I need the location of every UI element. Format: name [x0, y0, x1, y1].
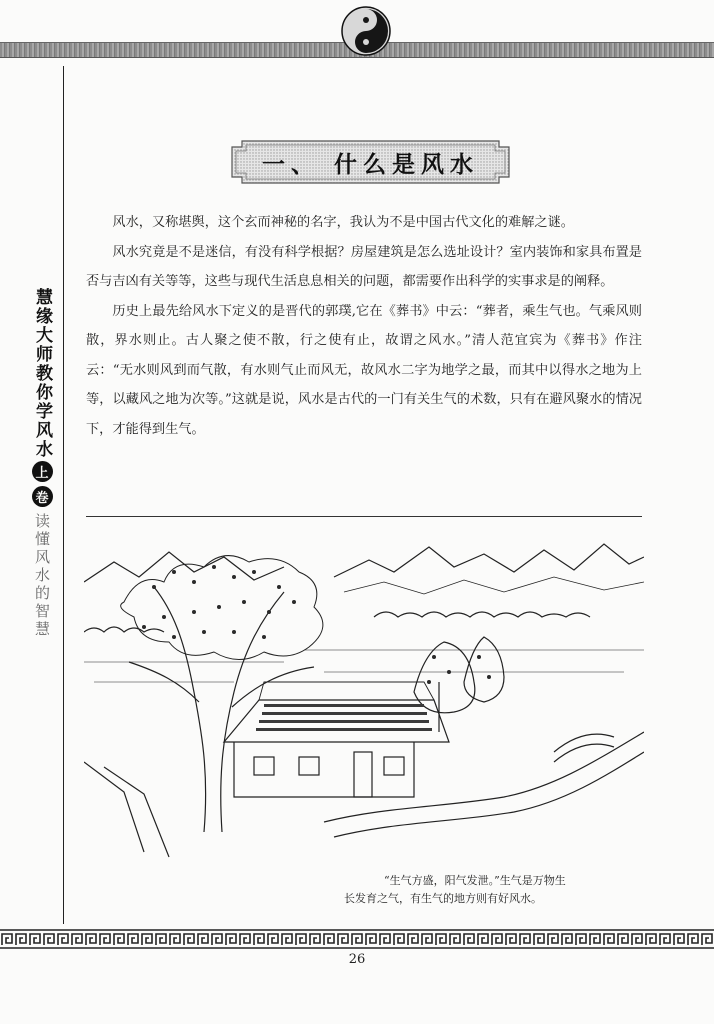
fret-motif	[212, 934, 222, 945]
margin-rule	[63, 66, 64, 924]
landscape-illustration	[84, 532, 644, 862]
fret-motif	[632, 934, 642, 945]
section-divider	[86, 516, 642, 517]
yin-yang-icon	[341, 6, 391, 56]
fret-motif	[548, 934, 558, 945]
fret-motif	[422, 934, 432, 945]
fret-motif	[254, 934, 264, 945]
fret-motif	[30, 934, 40, 945]
fret-motif	[478, 934, 488, 945]
fret-motif	[590, 934, 600, 945]
fret-motif	[660, 934, 670, 945]
paragraph: 风水究竟是不是迷信，有没有科学根据？房屋建筑是怎么选址设计？室内装饰和家具布置是否与吉凶有关等等，这些与现代生活息息相关的问题，都需要作出科学的实事求是的阐释。	[86, 244, 642, 289]
fret-motif	[198, 934, 208, 945]
fret-motif	[352, 934, 362, 945]
fret-motif	[702, 934, 712, 945]
fret-motif	[282, 934, 292, 945]
fret-motif	[618, 934, 628, 945]
fret-motif	[16, 934, 26, 945]
volume-badge: 上	[32, 461, 53, 482]
fret-motif	[492, 934, 502, 945]
caption-line: 长发育之气，有生气的地方则有好风水。	[344, 892, 542, 905]
fret-motif	[142, 934, 152, 945]
fret-motif	[338, 934, 348, 945]
fret-motif	[128, 934, 138, 945]
illustration-caption	[344, 872, 634, 908]
fret-motif	[226, 934, 236, 945]
volume-badge-juan: 卷	[32, 486, 53, 507]
fret-motif	[296, 934, 306, 945]
fret-motif	[2, 934, 12, 945]
book-title-vertical	[29, 288, 55, 639]
fret-motif	[576, 934, 586, 945]
fret-motif	[366, 934, 376, 945]
fret-motif	[156, 934, 166, 945]
fret-motif	[310, 934, 320, 945]
fret-motif	[436, 934, 446, 945]
chapter-heading: 一、 什么是风水	[261, 151, 479, 178]
fret-motif	[604, 934, 614, 945]
fret-motif	[170, 934, 180, 945]
fret-motif	[268, 934, 278, 945]
fret-motif	[408, 934, 418, 945]
body-text	[86, 208, 642, 444]
page-number: 26	[348, 952, 366, 967]
paragraph: 风水，又称堪舆，这个玄而神秘的名字，我认为不是中国古代文化的难解之谜。	[112, 215, 574, 230]
book-subtitle: 读懂风水的智慧	[33, 513, 51, 639]
paragraph: 历史上最先给风水下定义的是晋代的郭璞,它在《葬书》中云：“葬者，乘生气也。气乘风则散，界水则止。古人聚之使不散，行之使有止，故谓之风水。”清人范宜宾为《葬书》作注云：“无水则风到而气散，有水则气止而风无，故风水二字为地学之最，而其中以得水之地为上等，以藏风之地为次等。”这就是说，风水是古代的一门有关生气的术数，只有在避风聚水的情况下，才能得到生气。	[86, 303, 642, 437]
fret-motif	[100, 934, 110, 945]
fret-motif	[674, 934, 684, 945]
fret-motif	[394, 934, 404, 945]
fret-motif	[184, 934, 194, 945]
footer-fret-border	[0, 928, 714, 950]
fret-motif	[450, 934, 460, 945]
fret-motif	[534, 934, 544, 945]
caption-line: “生气方盛，阳气发泄。”生气是万物生	[384, 874, 566, 887]
fret-motif	[240, 934, 250, 945]
fret-motif	[562, 934, 572, 945]
fret-motif	[44, 934, 54, 945]
fret-motif	[114, 934, 124, 945]
fret-motif	[520, 934, 530, 945]
fret-motif	[380, 934, 390, 945]
fret-motif	[324, 934, 334, 945]
fret-motif	[646, 934, 656, 945]
fret-motif	[72, 934, 82, 945]
fret-motif	[464, 934, 474, 945]
fret-motif	[58, 934, 68, 945]
book-title: 慧缘大师教你学风水	[32, 288, 52, 459]
fret-motif	[688, 934, 698, 945]
fret-motif	[506, 934, 516, 945]
fret-motif	[86, 934, 96, 945]
